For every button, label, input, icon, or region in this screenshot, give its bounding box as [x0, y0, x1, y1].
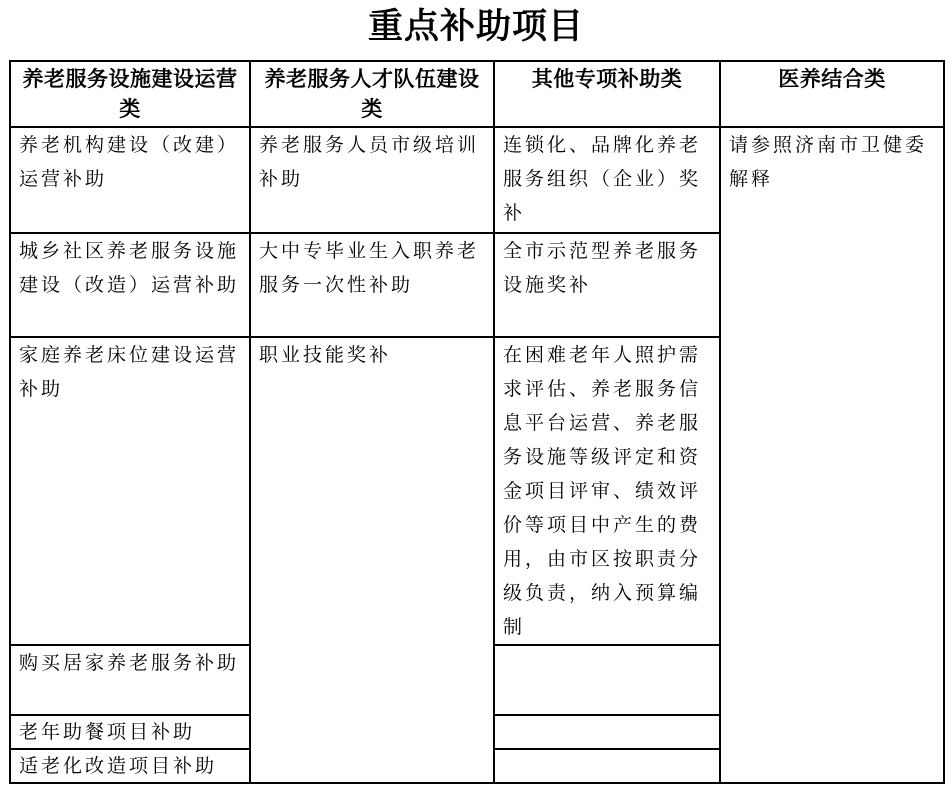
- header-talent-building: 养老服务人才队伍建设类: [250, 61, 494, 127]
- table-cell-medical-note: 请参照济南市卫健委解释: [720, 127, 944, 783]
- table-cell: 购买居家养老服务补助: [10, 645, 250, 715]
- table-cell: 连锁化、品牌化养老服务组织（企业）奖补: [494, 127, 720, 233]
- page-title: 重点补助项目: [367, 7, 584, 47]
- header-medical-elderly: 医养结合类: [720, 61, 944, 127]
- header-facility-operation: 养老服务设施建设运营类: [10, 61, 250, 127]
- table-cell-empty: [494, 749, 720, 783]
- table-cell: 全市示范型养老服务设施奖补: [494, 233, 720, 337]
- table-cell-empty: [494, 715, 720, 749]
- table-cell: 城乡社区养老服务设施建设（改造）运营补助: [10, 233, 250, 337]
- table-cell: 适老化改造项目补助: [10, 749, 250, 783]
- table-row: [10, 127, 944, 233]
- table-cell: 在困难老年人照护需求评估、养老服务信息平台运营、养老服务设施等级评定和资金项目评审、绩效评价等项目中产生的费用，由市区按职责分级负责，纳入预算编制: [494, 337, 720, 645]
- table-cell: 养老服务人员市级培训补助: [250, 127, 494, 233]
- header-other-special: 其他专项补助类: [494, 61, 720, 127]
- table-cell: 养老机构建设（改建）运营补助: [10, 127, 250, 233]
- table-header-row: [10, 61, 944, 127]
- table-cell: 老年助餐项目补助: [10, 715, 250, 749]
- table-cell: 家庭养老床位建设运营补助: [10, 337, 250, 645]
- table-cell: 职业技能奖补: [250, 337, 494, 783]
- table-cell-empty: [494, 645, 720, 715]
- subsidy-table: [9, 60, 945, 784]
- table-cell: 大中专毕业生入职养老服务一次性补助: [250, 233, 494, 337]
